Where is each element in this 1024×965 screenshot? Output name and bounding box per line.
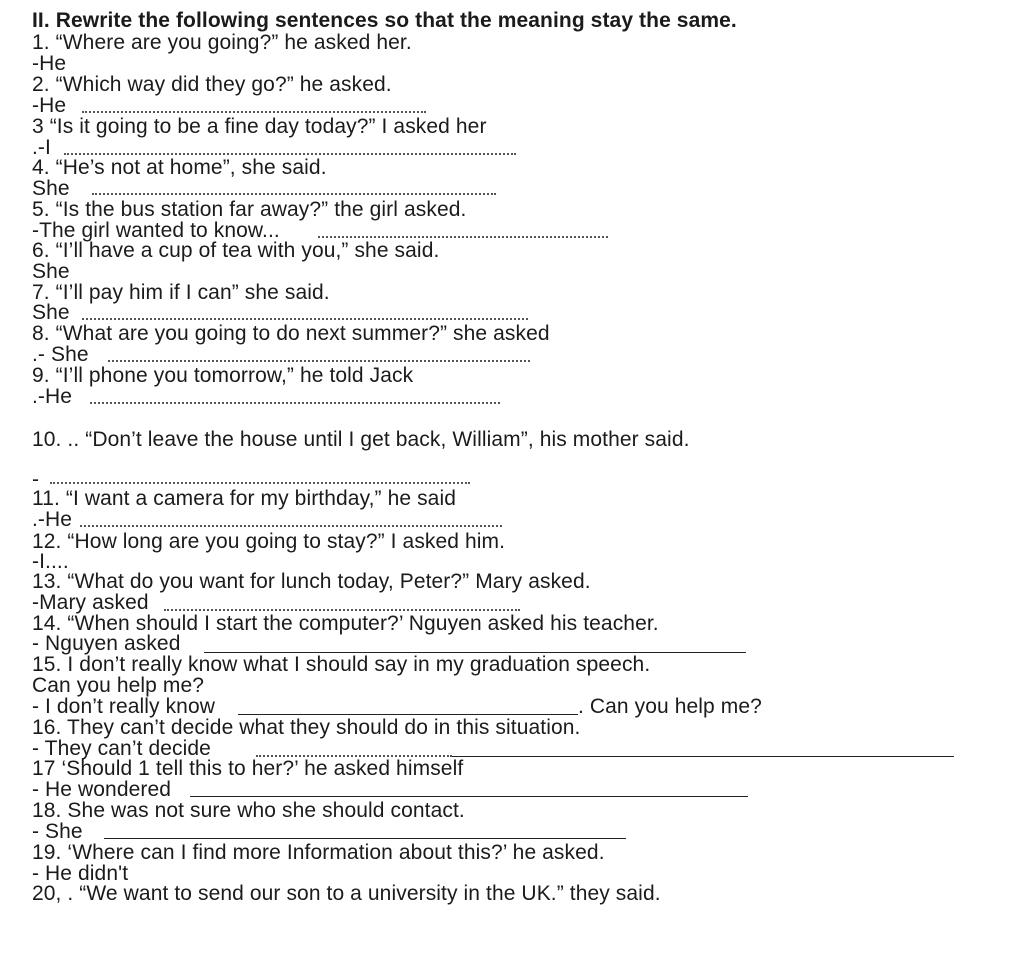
question-15: 15. I don’t really know what I should say in my graduation speech. xyxy=(32,653,651,676)
question-8: 8. “What are you going to do next summer?” she asked xyxy=(32,322,550,345)
answer-5-blank xyxy=(318,236,608,238)
answer-16-prompt: - They can’t decide xyxy=(32,737,211,760)
answer-9-prompt: .-He xyxy=(32,385,73,408)
answer-18-blank xyxy=(104,838,626,839)
question-16: 16. They can’t decide what they should do in this situation. xyxy=(32,716,581,739)
answer-16-blank xyxy=(452,756,954,757)
answer-15-prompt: - I don’t really know xyxy=(32,695,216,718)
answer-2-blank xyxy=(82,111,426,113)
answer-6-prompt: She xyxy=(32,260,70,283)
answer-7-prompt: She xyxy=(32,301,70,324)
question-9: 9. “I’ll phone you tomorrow,” he told Jack xyxy=(32,364,414,387)
question-2: 2. “Which way did they go?” he asked. xyxy=(32,73,392,96)
answer-13-blank xyxy=(164,609,520,611)
answer-15-suffix: . Can you help me? xyxy=(578,695,762,718)
answer-4-blank xyxy=(92,193,496,195)
question-7: 7. “I’ll pay him if I can” she said. xyxy=(32,281,330,304)
answer-4-prompt: She xyxy=(32,177,70,200)
answer-14-prompt: - Nguyen asked xyxy=(32,632,181,655)
question-5: 5. “Is the bus station far away?” the girl asked. xyxy=(32,198,467,221)
question-11: 11. “I want a camera for my birthday,” he said xyxy=(32,487,456,510)
answer-8-blank xyxy=(108,360,530,362)
question-14: 14. “When should I start the computer?’ Nguyen asked his teacher. xyxy=(32,612,659,635)
answer-2-prompt: -He xyxy=(32,94,67,117)
worksheet-title: II. Rewrite the following sentences so that the meaning stay the same. xyxy=(32,9,737,32)
answer-8-prompt: .- She xyxy=(32,343,89,366)
question-1: 1. “Where are you going?” he asked her. xyxy=(32,31,412,54)
question-10: 10. .. “Don’t leave the house until I get back, William”, his mother said. xyxy=(32,428,690,451)
answer-15-blank xyxy=(238,714,578,715)
question-20: 20, . “We want to send our son to a university in the UK.” they said. xyxy=(32,882,661,905)
answer-11-prompt: .-He xyxy=(32,508,73,531)
answer-13-prompt: -Mary asked xyxy=(32,591,149,614)
question-12: 12. “How long are you going to stay?” I asked him. xyxy=(32,530,506,553)
answer-17-blank xyxy=(190,796,748,797)
question-15-continued: Can you help me? xyxy=(32,674,205,697)
question-19: 19. ‘Where can I find more Information about this?’ he asked. xyxy=(32,841,605,864)
answer-11-blank xyxy=(80,525,502,527)
answer-7-blank xyxy=(82,318,528,320)
answer-10-blank xyxy=(50,482,470,484)
answer-3-blank xyxy=(64,153,516,155)
answer-1-prompt: -He xyxy=(32,52,67,75)
answer-19-prompt: - He didn't xyxy=(32,862,129,885)
answer-3-prompt: .-I xyxy=(32,136,51,159)
answer-17-prompt: - He wondered xyxy=(32,778,172,801)
answer-12-prompt: -I.... xyxy=(32,550,69,573)
question-18: 18. She was not sure who she should contact. xyxy=(32,799,465,822)
answer-5-prompt: -The girl wanted to know... xyxy=(32,219,280,242)
question-3: 3 “Is it going to be a fine day today?” I asked her xyxy=(32,115,487,138)
question-13: 13. “What do you want for lunch today, Peter?” Mary asked. xyxy=(32,570,591,593)
answer-9-blank xyxy=(90,402,500,404)
answer-18-prompt: - She xyxy=(32,820,83,843)
question-6: 6. “I’ll have a cup of tea with you,” she said. xyxy=(32,239,440,262)
question-17: 17 ‘Should 1 tell this to her?’ he asked himself xyxy=(32,757,464,780)
question-4: 4. “He’s not at home”, she said. xyxy=(32,156,327,179)
answer-10-prompt: - xyxy=(32,468,40,491)
